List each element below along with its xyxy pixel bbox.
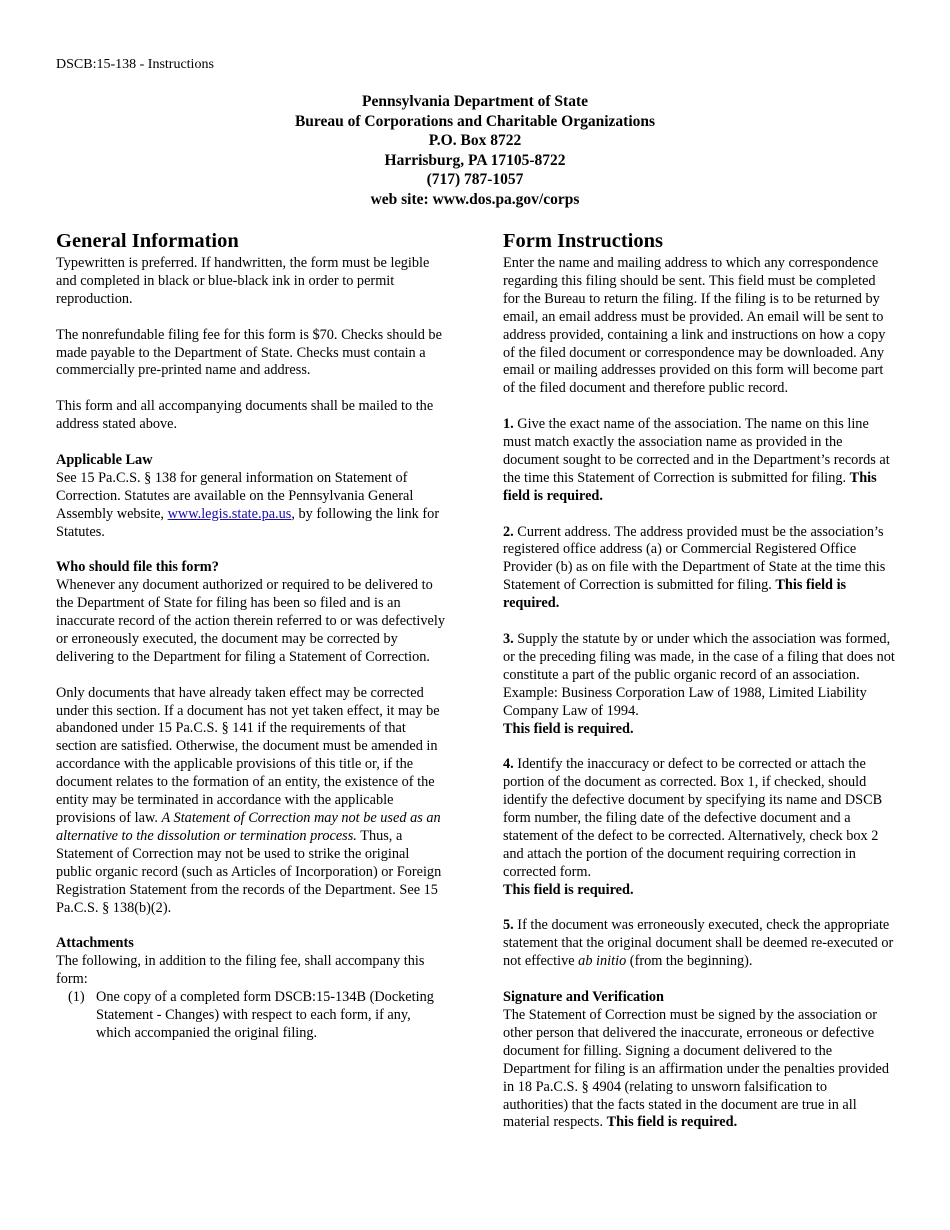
item-3-required: This field is required. (503, 720, 634, 737)
applicable-law-text: See 15 Pa.C.S. § 138 for general information on Statement of Correction. Statutes are available on the Pennsylvania General Assembly website, (56, 469, 414, 522)
applicable-law-heading: Applicable Law (56, 451, 153, 468)
item-5-latin-term: ab initio (578, 953, 627, 970)
effective-documents-text: Only documents that have already taken effect may be corrected under this section. If a document has not yet taken effect, it may be abandoned under 15 Pa.C.S. § 141 if the requirements of that section are satisfied. Otherwise, the document must be amended in accordance with the applicable provisions of this title or, if the document relates to the formation of an entity, the existence of the entity may be terminated in accordance with the applicable provisions of law. (56, 684, 440, 827)
applicable-law-paragraph (56, 470, 448, 542)
general-information-column (56, 228, 448, 1043)
instruction-item-4 (503, 756, 895, 899)
header-website: web site: www.dos.pa.gov/corps (370, 190, 580, 208)
item-4-required: This field is required. (503, 881, 634, 898)
item-2-required: This field is required. (503, 577, 847, 612)
signature-verification-heading: Signature and Verification (503, 989, 664, 1006)
legis-website-link[interactable]: www.legis.state.pa.us (167, 505, 292, 522)
header-department: Pennsylvania Department of State (361, 93, 589, 110)
header-phone: (717) 787-1057 (426, 171, 524, 189)
instruction-item-5 (503, 917, 895, 971)
item-4-text: Identify the inaccuracy or defect to be corrected or attach the portion of the document as corrected. Box 1, if checked, should identify the defective document by specifying its name and DSCB form number, the filing date of the defective document and a statement of the defect to be corrected. Alternatively, check box 2 and attach the portion of the document requiring correction in corrected form. (503, 756, 883, 880)
instruction-item-2 (503, 524, 895, 614)
item-1-required: This field is required. (503, 469, 877, 504)
item-1-number: 1. (503, 416, 514, 433)
item-5-number: 5. (503, 917, 514, 934)
item-3-text: Supply the statute by or under which the association was formed, or the preceding filing was made, in the case of a filing that does not constitute a part of the public organic record of an association. Example: Business Corporation Law of 1988, Limited Liability Company Law of 1994. (503, 630, 895, 719)
form-instructions-column (503, 228, 895, 1132)
form-instructions-heading: Form Instructions (503, 230, 664, 252)
header-bureau: Bureau of Corporations and Charitable Organizations (294, 112, 656, 130)
mailing-paragraph: This form and all accompanying documents shall be mailed to the address stated above. (56, 398, 434, 433)
item-2-text: Current address. The address provided must be the association’s registered office address (a) or Commercial Registered Office Provider (b) as on file with the Department of State at the time this Statement of Correction is submitted for filing. (503, 523, 886, 594)
item-5-text: If the document was erroneously executed, check the appropriate statement that the original document shall be deemed re-executed or not effective (503, 917, 894, 970)
who-should-file-paragraph: Whenever any document authorized or required to be delivered to the Department of State for filing has been so filed and is an inaccurate record of the action therein referred to or was defectively or erroneously executed, the document may be corrected by delivering to the Department for filing a Statement of Correction. (56, 577, 445, 665)
typewritten-paragraph: Typewritten is preferred. If handwritten, the form must be legible and completed in black or blue-black ink in order to permit reproduction. (56, 255, 430, 307)
item-3-number: 3. (503, 630, 514, 647)
return-address-paragraph: Enter the name and mailing address to which any correspondence regarding this filing should be sent. This field must be completed for the Bureau to return the filing. If the filing is to be returned by email, an email address must be provided. An email will be sent to address provided, containing a link and instructions on how a copy of the filed document or correspondence may be downloaded. Any email or mailing addresses provided on this form will become part of the filed document and therefore public record. (503, 255, 886, 397)
agency-header (0, 92, 950, 210)
attachments-intro: The following, in addition to the filing fee, shall accompany this form: (56, 953, 425, 988)
signature-required: This field is required. (606, 1114, 738, 1131)
item-5-text-end: (from the beginning). (626, 953, 753, 970)
attachment-item-text: One copy of a completed form DSCB:15-134B (Docketing Statement - Changes) with respect to each form, if any, which accompanied the original filing. (96, 989, 434, 1041)
item-2-number: 2. (503, 523, 514, 540)
instruction-item-3 (503, 631, 895, 738)
who-should-file-heading: Who should file this form? (56, 559, 219, 576)
attachment-item (68, 989, 448, 1043)
signature-verification-paragraph (503, 1007, 895, 1132)
header-city: Harrisburg, PA 17105-8722 (384, 151, 566, 169)
applicable-law-text-end: , by following the link for Statutes. (56, 505, 440, 540)
header-po-box: P.O. Box 8722 (428, 132, 522, 150)
item-4-number: 4. (503, 756, 514, 773)
signature-text: The Statement of Correction must be signed by the association or other person that delivered the inaccurate, erroneous or defective document for filling. Signing a document delivered to the Department for filing is an affirmation under the penalties provided in 18 Pa.C.S. § 4904 (relating to unsworn falsification to authorities) that the facts stated in the document are true in all material respects. (503, 1006, 890, 1131)
dissolution-warning: A Statement of Correction may not be used as an alternative to the dissolution or termination process. (56, 810, 441, 844)
instruction-item-1 (503, 416, 895, 506)
item-1-text: Give the exact name of the association. The name on this line must match exactly the association name as provided in the document sought to be corrected and in the Department’s records at the time this Statement of Correction is submitted for filing. (503, 416, 890, 486)
attachments-heading: Attachments (56, 935, 134, 952)
effective-documents-text-end: Thus, a Statement of Correction may not be used to strike the original public organic record (such as Articles of Incorporation) or Foreign Registration Statement from the records of the Department. See 15 Pa.C.S. § 138(b)(2). (56, 827, 442, 916)
document-id: DSCB:15-138 - Instructions (56, 57, 214, 72)
attachment-item-number: (1) (68, 989, 85, 1006)
effective-documents-paragraph (56, 685, 448, 918)
filing-fee-paragraph: The nonrefundable filing fee for this form is $70. Checks should be made payable to the Department of State. Checks must contain a commercially pre-printed name and address. (56, 326, 442, 379)
general-information-heading: General Information (56, 230, 239, 252)
